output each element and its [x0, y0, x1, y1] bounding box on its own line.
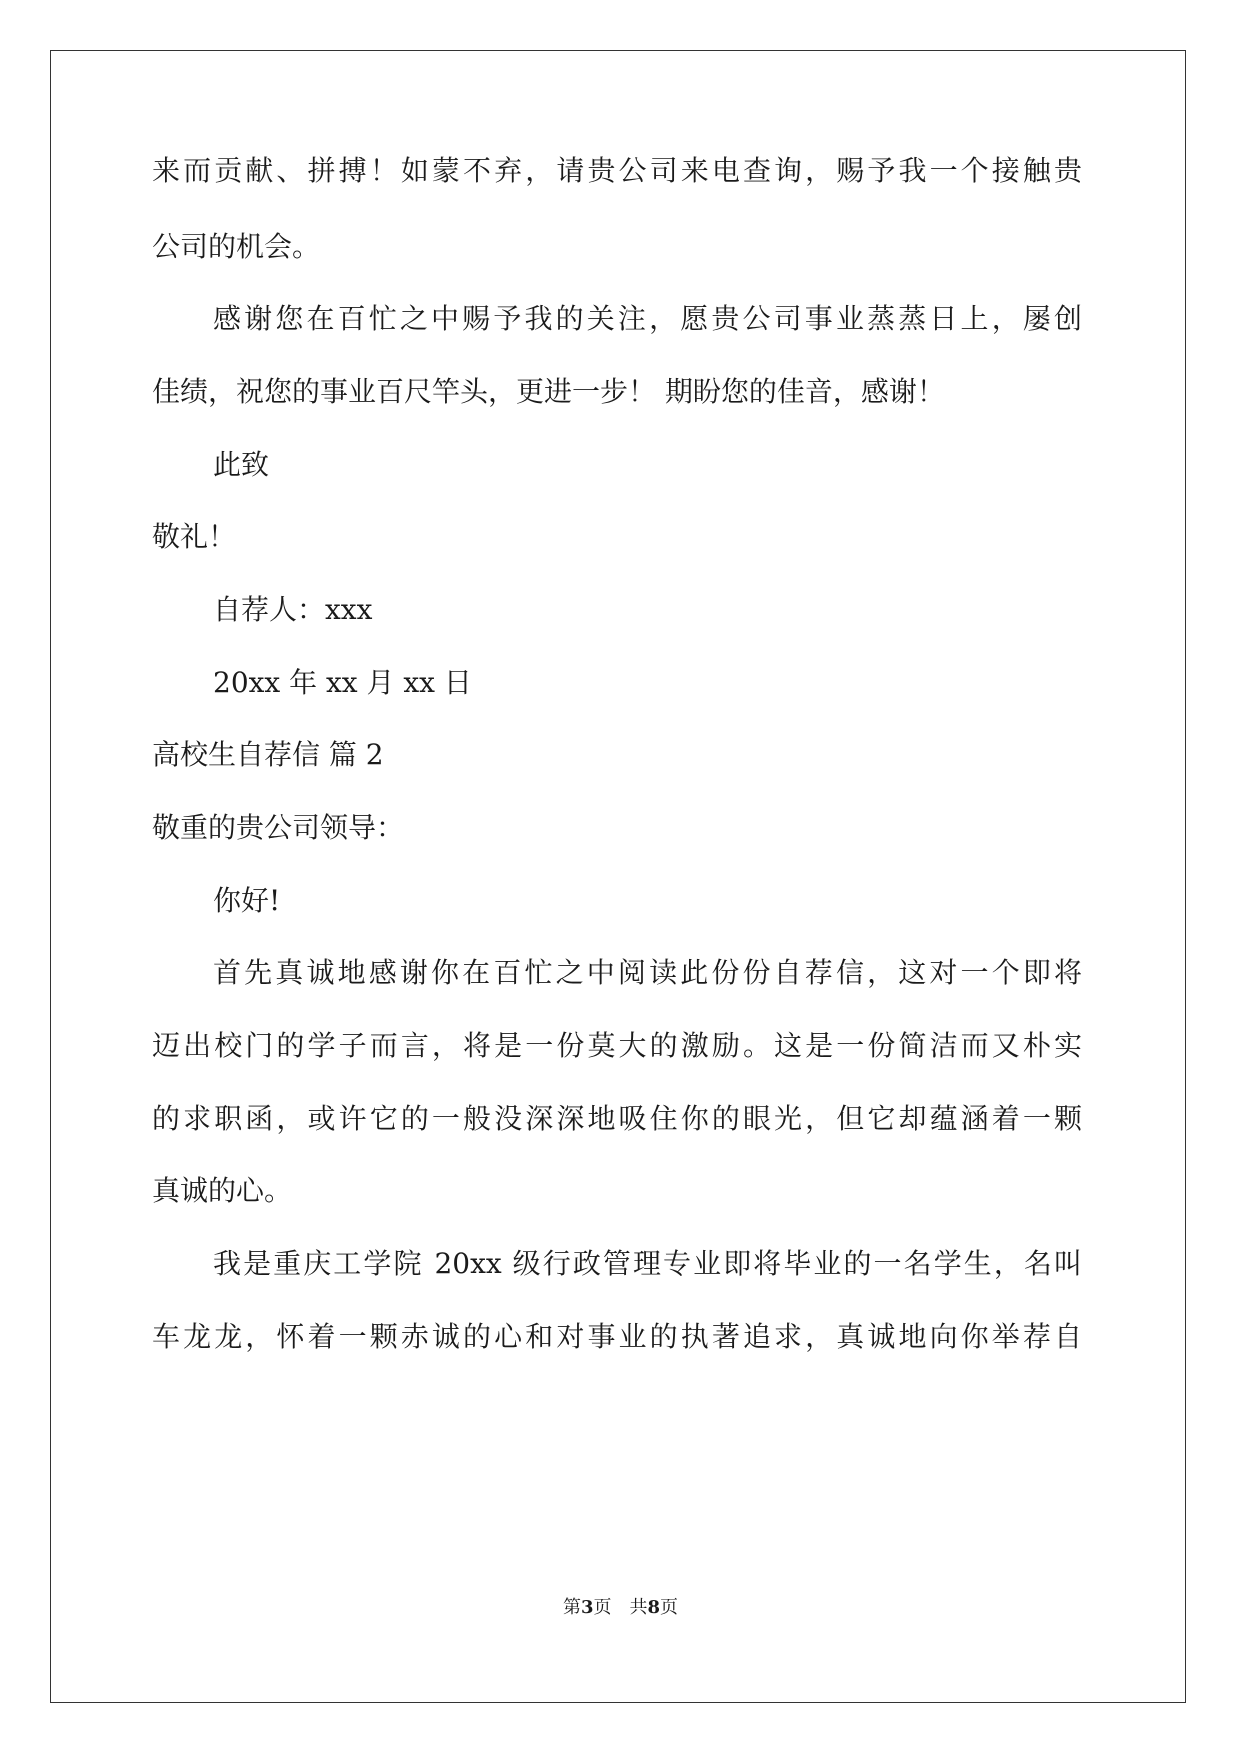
footer-current-page: 3 [580, 1597, 594, 1618]
footer-total-pages: 8 [647, 1597, 661, 1618]
salutation: 敬重的贵公司领导： [152, 811, 405, 844]
text-line: 迈出校门的学子而言，将是一份莫大的激励。这是一份简洁而又朴实 [152, 1029, 1082, 1062]
footer-page-mid: 页 共 [593, 1597, 648, 1618]
footer-page-prefix: 第 [562, 1597, 581, 1618]
page-footer [0, 1596, 1241, 1620]
text-line: 真诚的心。 [152, 1174, 293, 1207]
text-line: 20xx 年 xx 月 xx 日 [213, 666, 472, 699]
text-line: 首先真诚地感谢你在百忙之中阅读此份份自荐信，这对一个即将 [213, 956, 1082, 989]
text-line: 车龙龙，怀着一颗赤诚的心和对事业的执著追求，真诚地向你举荐自 [152, 1320, 1082, 1353]
section-heading: 高校生自荐信 篇 2 [152, 738, 384, 771]
text-line: 佳绩，祝您的事业百尺竿头，更进一步！ 期盼您的佳音，感谢！ [152, 375, 945, 408]
greeting: 你好! [213, 884, 281, 917]
text-line: 我是重庆工学院 20xx 级行政管理专业即将毕业的一名学生，名叫 [213, 1247, 1082, 1280]
text-line: 的求职函，或许它的一般没深深地吸住你的眼光，但它却蕴涵着一颗 [152, 1102, 1082, 1135]
page-border [50, 50, 1186, 1703]
text-line: 敬礼！ [152, 520, 237, 553]
text-line: 感谢您在百忙之中赐予我的关注，愿贵公司事业蒸蒸日上，屡创 [213, 302, 1082, 335]
text-line: 此致 [213, 448, 270, 481]
text-line: 公司的机会。 [152, 230, 321, 263]
footer-page-suffix: 页 [660, 1597, 679, 1618]
text-line: 自荐人：xxx [213, 593, 373, 626]
text-line: 来而贡献、拼搏！如蒙不弃，请贵公司来电查询，赐予我一个接触贵 [152, 154, 1082, 187]
